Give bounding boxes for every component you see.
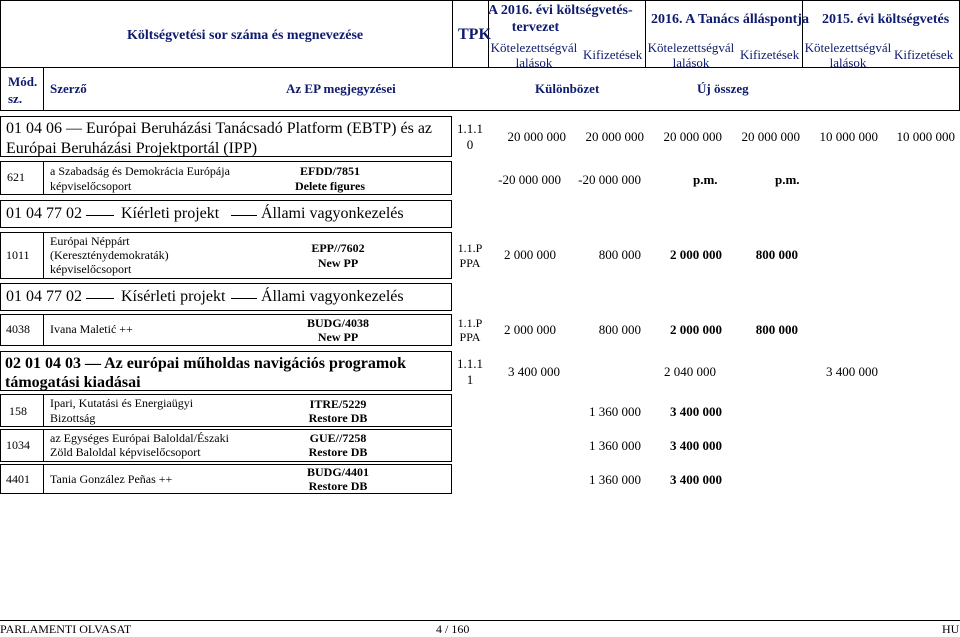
g3-kif-label: Kifizetések bbox=[894, 47, 954, 62]
amendment-divider bbox=[43, 161, 44, 195]
ep-comments-header: Az EP megjegyzései bbox=[286, 81, 396, 96]
amendment-number: 4401 bbox=[6, 472, 30, 486]
tpk-code: 1.1.1 1 bbox=[457, 356, 483, 387]
value-cell: 3 400 000 bbox=[508, 364, 560, 379]
amendment-reference: EPP//7602 New PP bbox=[311, 241, 365, 270]
g2-kot-label: Kötelezettségvál lalások bbox=[647, 40, 735, 70]
amendment-author: az Egységes Európai Baloldal/Északi Zöld Baloldal képviselőcsoport bbox=[50, 431, 229, 459]
new-payments: 3 400 000 bbox=[670, 404, 722, 419]
amendment-divider bbox=[43, 314, 44, 346]
amendment-number: 4038 bbox=[6, 322, 30, 336]
group2-title: 2016. A Tanács álláspontja bbox=[651, 12, 809, 27]
footer-page-number: 4 / 160 bbox=[436, 622, 470, 636]
value-cell: 3 400 000 bbox=[826, 364, 878, 379]
amendment-number: 158 bbox=[9, 404, 27, 418]
tpk-code: 1.1.P PPA bbox=[457, 241, 483, 270]
amendment-number: 621 bbox=[7, 170, 25, 184]
difference-payments: 1 360 000 bbox=[589, 404, 641, 419]
footer-rule bbox=[0, 620, 960, 621]
amendment-reference: ITRE/5229 Restore DB bbox=[308, 397, 368, 425]
g1-kif-label: Kifizetések bbox=[583, 47, 643, 62]
header-top-rule bbox=[0, 0, 960, 1]
title-dash bbox=[231, 215, 257, 216]
amendment-divider bbox=[43, 232, 44, 279]
value-cell: 10 000 000 bbox=[896, 129, 955, 144]
mod-header: Mód. sz. bbox=[8, 74, 38, 106]
band-left-border bbox=[0, 67, 1, 110]
group3-title: 2015. évi költségvetés bbox=[822, 12, 950, 27]
budget-line-code: 01 04 77 02 bbox=[6, 205, 82, 222]
amendment-divider bbox=[43, 464, 44, 494]
header-divider-tpk bbox=[452, 0, 453, 67]
new-commitments: 2 000 000 bbox=[670, 247, 722, 262]
title-dash bbox=[86, 215, 114, 216]
column-title: Költségvetési sor száma és megnevezése bbox=[127, 28, 364, 43]
value-cell: 2 040 000 bbox=[664, 364, 716, 379]
tpk-header: TPK bbox=[458, 26, 491, 43]
difference-commitments: -20 000 000 bbox=[498, 172, 561, 187]
g3-kot-label: Kötelezettségvál lalások bbox=[804, 40, 892, 70]
band-bottom-rule bbox=[0, 110, 960, 111]
new-commitments: 2 000 000 bbox=[670, 322, 722, 337]
amendment-reference: EFDD/7851 Delete figures bbox=[294, 164, 366, 193]
amendment-number: 1011 bbox=[6, 248, 30, 262]
footer-document-title: PARLAMENTI OLVASAT bbox=[0, 622, 132, 636]
amendment-author: a Szabadság és Demokrácia Európája képviselőcsoport bbox=[50, 164, 230, 193]
amendment-divider bbox=[43, 394, 44, 427]
difference-payments: 800 000 bbox=[598, 322, 641, 337]
budget-line-code: 01 04 77 02 bbox=[6, 288, 82, 305]
author-header: Szerző bbox=[50, 81, 87, 96]
amendment-reference: GUE//7258 Restore DB bbox=[308, 431, 368, 459]
difference-payments: -20 000 000 bbox=[578, 172, 641, 187]
title-dash bbox=[231, 298, 257, 299]
new-payments: 3 400 000 bbox=[670, 472, 722, 487]
band-divider-mod bbox=[43, 67, 44, 110]
g1-kot-label: Kötelezettségvál lalások bbox=[490, 40, 578, 70]
amendment-author: Európai Néppárt (Kereszténydemokraták) képviselőcsoport bbox=[50, 234, 169, 276]
difference-payments: 1 360 000 bbox=[589, 438, 641, 453]
budget-line-subtitle: Állami vagyonkezelés bbox=[261, 288, 404, 305]
value-cell: 20 000 000 bbox=[663, 129, 722, 144]
budget-line-title: 01 04 06 — Európai Beruházási Tanácsadó Platform (EBTP) és az Európai Beruházási Projektportál (IPP) bbox=[6, 120, 433, 157]
amendment-divider bbox=[43, 429, 44, 462]
value-cell: 20 000 000 bbox=[585, 129, 644, 144]
new-payments: p.m. bbox=[775, 172, 800, 187]
budget-line-title: 02 01 04 03 — Az európai műholdas navigációs programok támogatási kiadásai bbox=[5, 355, 407, 391]
group1-title-2: tervezet bbox=[511, 20, 560, 35]
budget-line-name: Kísérleti projekt bbox=[121, 288, 226, 305]
title-dash bbox=[86, 298, 114, 299]
new-payments: 800 000 bbox=[755, 247, 798, 262]
amendment-author: Ipari, Kutatási és Energiaügyi Bizottság bbox=[50, 396, 194, 425]
difference-payments: 800 000 bbox=[598, 247, 641, 262]
difference-header: Különbözet bbox=[535, 81, 600, 96]
difference-commitments: 2 000 000 bbox=[504, 322, 556, 337]
new-commitments: p.m. bbox=[693, 172, 718, 187]
value-cell: 10 000 000 bbox=[819, 129, 878, 144]
amendment-reference: BUDG/4038 New PP bbox=[306, 316, 369, 344]
footer-language: HU bbox=[942, 622, 960, 636]
value-cell: 20 000 000 bbox=[741, 129, 800, 144]
amendment-author: Ivana Maletić ++ bbox=[50, 322, 133, 336]
amendment-author: Tania González Peñas ++ bbox=[50, 472, 173, 486]
group1-title-1: A 2016. évi költségvetés- bbox=[488, 3, 633, 18]
tpk-code: 1.1.P PPA bbox=[457, 316, 483, 344]
header-left-border bbox=[0, 0, 1, 67]
new-payments: 3 400 000 bbox=[670, 438, 722, 453]
amendment-number: 1034 bbox=[6, 438, 30, 452]
budget-line-subtitle: Állami vagyonkezelés bbox=[261, 205, 404, 222]
value-cell: 20 000 000 bbox=[507, 129, 566, 144]
budget-line-name: Kíérleti projekt bbox=[121, 205, 220, 222]
difference-commitments: 2 000 000 bbox=[504, 247, 556, 262]
difference-payments: 1 360 000 bbox=[589, 472, 641, 487]
new-payments: 800 000 bbox=[755, 322, 798, 337]
tpk-code: 1.1.1 0 bbox=[457, 121, 483, 152]
amendment-reference: BUDG/4401 Restore DB bbox=[306, 465, 369, 493]
new-amount-header: Új összeg bbox=[697, 81, 749, 96]
g2-kif-label: Kifizetések bbox=[740, 47, 800, 62]
